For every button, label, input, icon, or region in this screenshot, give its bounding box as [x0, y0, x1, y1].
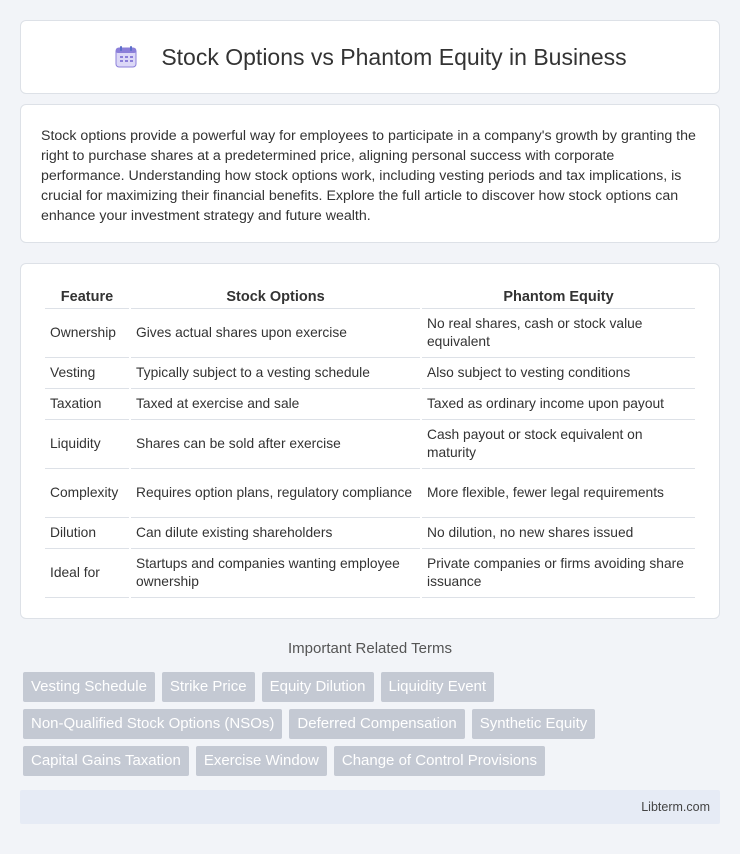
stock-options-cell: Requires option plans, regulatory compliance	[131, 469, 420, 518]
footer	[20, 790, 720, 824]
stock-options-cell: Taxed at exercise and sale	[131, 389, 420, 420]
intro-card	[20, 104, 720, 243]
table-row	[45, 518, 695, 549]
phantom-equity-cell: Also subject to vesting conditions	[422, 358, 695, 389]
phantom-equity-cell: More flexible, fewer legal requirements	[422, 469, 695, 518]
feature-cell: Ideal for	[45, 549, 129, 598]
tag-synthetic-equity[interactable]: Synthetic Equity	[472, 709, 596, 739]
comparison-card	[20, 263, 720, 619]
stock-options-cell: Typically subject to a vesting schedule	[131, 358, 420, 389]
page-title: Stock Options vs Phantom Equity in Business	[161, 43, 627, 70]
table-row	[45, 549, 695, 598]
column-header-phantom-equity: Phantom Equity	[422, 286, 695, 309]
feature-cell: Vesting	[45, 358, 129, 389]
stock-options-cell: Startups and companies wanting employee ownership	[131, 549, 420, 598]
tag-capital-gains-taxation[interactable]: Capital Gains Taxation	[23, 746, 189, 776]
column-header-feature: Feature	[45, 286, 129, 309]
tag-row	[23, 709, 723, 739]
tag-non-qualified-stock-options[interactable]: Non-Qualified Stock Options (NSOs)	[23, 709, 282, 739]
phantom-equity-cell: Taxed as ordinary income upon payout	[422, 389, 695, 420]
feature-cell: Taxation	[45, 389, 129, 420]
calendar-icon	[113, 44, 139, 70]
table-row	[45, 358, 695, 389]
feature-cell: Dilution	[45, 518, 129, 549]
tag-exercise-window[interactable]: Exercise Window	[196, 746, 327, 776]
table-row	[45, 309, 695, 358]
tag-equity-dilution[interactable]: Equity Dilution	[262, 672, 374, 702]
stock-options-cell: Shares can be sold after exercise	[131, 420, 420, 469]
tag-strike-price[interactable]: Strike Price	[162, 672, 255, 702]
table-row	[45, 389, 695, 420]
header-card	[20, 20, 720, 94]
comparison-table	[43, 286, 697, 598]
phantom-equity-cell: No dilution, no new shares issued	[422, 518, 695, 549]
table-row	[45, 420, 695, 469]
table-row	[45, 469, 695, 518]
phantom-equity-cell: Private companies or firms avoiding share issuance	[422, 549, 695, 598]
footer-site-link[interactable]: Libterm.com	[641, 800, 710, 814]
stock-options-cell: Gives actual shares upon exercise	[131, 309, 420, 358]
intro-text: Stock options provide a powerful way for employees to participate in a company's growth by granting the right to purchase shares at a predetermined price, aligning personal success with corporate performance. Understanding how stock options work, including vesting periods and tax implications, is crucial for maximizing their financial benefits. Explore the full article to discover how stock options can enhance your investment strategy and future wealth.	[41, 128, 696, 224]
related-terms-title: Important Related Terms	[288, 640, 452, 657]
feature-cell: Liquidity	[45, 420, 129, 469]
phantom-equity-cell: No real shares, cash or stock value equivalent	[422, 309, 695, 358]
header	[113, 44, 626, 71]
related-terms	[23, 672, 723, 783]
tag-change-of-control-provisions[interactable]: Change of Control Provisions	[334, 746, 545, 776]
tag-liquidity-event[interactable]: Liquidity Event	[381, 672, 495, 702]
tag-deferred-compensation[interactable]: Deferred Compensation	[289, 709, 464, 739]
stock-options-cell: Can dilute existing shareholders	[131, 518, 420, 549]
column-header-stock-options: Stock Options	[131, 286, 420, 309]
table-header-row	[45, 286, 695, 309]
phantom-equity-cell: Cash payout or stock equivalent on maturity	[422, 420, 695, 469]
tag-row	[23, 746, 723, 776]
tag-row	[23, 672, 723, 702]
feature-cell: Complexity	[45, 469, 129, 518]
tag-vesting-schedule[interactable]: Vesting Schedule	[23, 672, 155, 702]
feature-cell: Ownership	[45, 309, 129, 358]
